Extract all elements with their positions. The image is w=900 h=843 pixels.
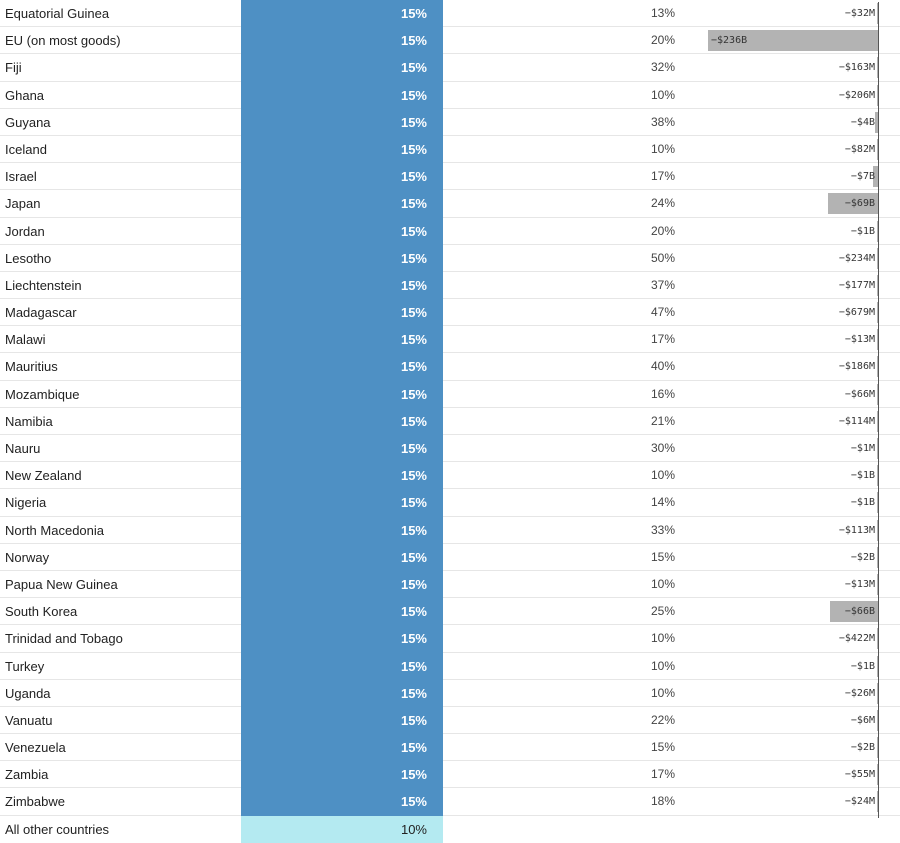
new-tariff-rate: 15% — [241, 598, 443, 625]
impact-label: −$13M — [844, 334, 875, 346]
previous-rate: 10% — [650, 87, 675, 102]
impact-label: −$66B — [844, 606, 875, 618]
table-row — [0, 544, 900, 571]
impact-label: −$2B — [850, 742, 875, 754]
country-name: Fiji — [5, 60, 22, 76]
impact-label: −$55M — [844, 769, 875, 781]
impact-label: −$82M — [844, 143, 875, 155]
country-name: Malawi — [5, 332, 46, 348]
new-tariff-rate: 15% — [241, 82, 443, 109]
country-name: South Korea — [5, 604, 78, 620]
country-name: New Zealand — [5, 468, 82, 484]
previous-rate: 10% — [650, 576, 675, 591]
country-name: Jordan — [5, 223, 45, 239]
impact-label: −$113M — [838, 524, 875, 536]
previous-rate: 30% — [650, 441, 675, 455]
new-tariff-rate: 15% — [241, 788, 443, 815]
previous-rate: 18% — [650, 794, 675, 809]
previous-rate: 38% — [650, 114, 675, 129]
new-tariff-rate: 15% — [241, 0, 443, 27]
impact-label: −$1B — [850, 470, 875, 482]
table-row — [0, 462, 900, 489]
impact-label: −$177M — [838, 279, 875, 291]
impact-label: −$163M — [838, 62, 875, 74]
country-name: Iceland — [5, 141, 47, 157]
impact-label: −$234M — [838, 252, 875, 264]
table-row — [0, 136, 900, 163]
previous-rate: 21% — [650, 413, 675, 428]
table-row — [0, 408, 900, 435]
impact-label: −$7B — [850, 171, 875, 183]
table-row — [0, 326, 900, 353]
country-name: Trinidad and Tobago — [5, 631, 123, 647]
country-name: Namibia — [5, 413, 53, 429]
previous-rate: 15% — [650, 740, 675, 755]
previous-rate: 50% — [650, 250, 675, 265]
table-row — [0, 816, 900, 843]
table-row — [0, 598, 900, 625]
new-tariff-rate: 15% — [241, 707, 443, 734]
previous-rate: 32% — [650, 60, 675, 75]
new-tariff-rate: 15% — [241, 462, 443, 489]
table-row — [0, 653, 900, 680]
previous-rate: 10% — [650, 141, 675, 156]
country-name: Vanuatu — [5, 712, 53, 728]
country-name: North Macedonia — [5, 522, 104, 538]
impact-label: −$26M — [844, 687, 875, 699]
previous-rate: 20% — [650, 33, 675, 48]
table-row — [0, 109, 900, 136]
new-tariff-rate: 15% — [241, 381, 443, 408]
table-row — [0, 571, 900, 598]
previous-rate: 17% — [650, 169, 675, 184]
country-name: All other countries — [5, 821, 110, 837]
table-row — [0, 761, 900, 788]
country-name: Liechtenstein — [5, 277, 82, 293]
impact-label: −$4B — [850, 116, 875, 128]
country-name: Norway — [5, 549, 50, 565]
previous-rate: 17% — [650, 332, 675, 347]
previous-rate: 15% — [650, 549, 675, 564]
new-tariff-rate: 15% — [241, 163, 443, 190]
new-tariff-rate: 15% — [241, 190, 443, 217]
impact-label: −$24M — [844, 796, 875, 808]
country-name: Uganda — [5, 685, 51, 701]
country-name: Mauritius — [5, 359, 58, 375]
previous-rate: 47% — [650, 305, 675, 320]
country-name: Israel — [5, 169, 37, 185]
country-name: Zambia — [5, 767, 49, 783]
impact-label: −$13M — [844, 578, 875, 590]
new-tariff-rate: 15% — [241, 680, 443, 707]
country-name: Venezuela — [5, 740, 66, 756]
country-name: Nauru — [5, 441, 41, 456]
country-name: Papua New Guinea — [5, 576, 118, 592]
new-tariff-rate: 10% — [241, 816, 443, 843]
table-row — [0, 489, 900, 516]
table-row — [0, 163, 900, 190]
previous-rate: 24% — [650, 196, 675, 211]
new-tariff-rate: 15% — [241, 653, 443, 680]
previous-rate: 25% — [650, 604, 675, 619]
new-tariff-rate: 15% — [241, 761, 443, 788]
new-tariff-rate: 15% — [241, 272, 443, 299]
country-name: Guyana — [5, 114, 51, 130]
previous-rate: 40% — [650, 359, 675, 374]
previous-rate: 10% — [650, 468, 675, 483]
country-name: Mozambique — [5, 386, 80, 402]
impact-label: −$66M — [844, 388, 875, 400]
table-row — [0, 27, 900, 54]
new-tariff-rate: 15% — [241, 136, 443, 163]
new-tariff-rate: 15% — [241, 299, 443, 326]
impact-label: −$1B — [850, 497, 875, 509]
country-name: Nigeria — [5, 495, 47, 511]
table-row — [0, 734, 900, 761]
previous-rate: 17% — [650, 767, 675, 782]
table-row — [0, 353, 900, 380]
previous-rate: 10% — [650, 685, 675, 700]
impact-label: −$1B — [850, 660, 875, 672]
country-name: Ghana — [5, 87, 45, 103]
new-tariff-rate: 15% — [241, 218, 443, 245]
country-name: Equatorial Guinea — [5, 6, 110, 21]
impact-label: −$679M — [838, 307, 875, 319]
previous-rate: 33% — [650, 522, 675, 537]
new-tariff-rate: 15% — [241, 435, 443, 462]
new-tariff-rate: 15% — [241, 625, 443, 652]
table-row — [0, 788, 900, 815]
impact-label: −$236B — [711, 35, 748, 47]
new-tariff-rate: 15% — [241, 489, 443, 516]
previous-rate: 22% — [650, 712, 675, 727]
country-name: Turkey — [5, 658, 45, 674]
previous-rate: 14% — [650, 495, 675, 510]
table-row — [0, 272, 900, 299]
previous-rate: 13% — [650, 6, 675, 20]
impact-label: −$186M — [838, 361, 875, 373]
impact-axis-line — [878, 2, 879, 818]
new-tariff-rate: 15% — [241, 109, 443, 136]
country-name: Zimbabwe — [5, 794, 65, 810]
country-name: Japan — [5, 196, 41, 212]
impact-label: −$2B — [850, 551, 875, 563]
previous-rate: 10% — [650, 658, 675, 673]
new-tariff-rate: 15% — [241, 326, 443, 353]
new-tariff-rate: 15% — [241, 54, 443, 81]
table-row — [0, 218, 900, 245]
country-name: Madagascar — [5, 305, 77, 321]
country-name: Lesotho — [5, 250, 52, 266]
new-tariff-rate: 15% — [241, 571, 443, 598]
previous-rate: 20% — [650, 223, 675, 238]
impact-label: −$32M — [844, 8, 875, 19]
new-tariff-rate: 15% — [241, 27, 443, 54]
impact-label: −$6M — [850, 714, 875, 726]
table-row — [0, 625, 900, 652]
new-tariff-rate: 15% — [241, 353, 443, 380]
new-tariff-rate: 15% — [241, 245, 443, 272]
table-row — [0, 707, 900, 734]
impact-label: −$1M — [850, 443, 875, 454]
impact-label: −$206M — [838, 89, 875, 101]
new-tariff-rate: 15% — [241, 517, 443, 544]
table-row — [0, 245, 900, 272]
impact-label: −$69B — [844, 198, 875, 210]
impact-label: −$1B — [850, 225, 875, 237]
table-row — [0, 517, 900, 544]
table-row — [0, 435, 900, 462]
table-row — [0, 82, 900, 109]
impact-label: −$422M — [838, 633, 875, 645]
new-tariff-rate: 15% — [241, 544, 443, 571]
country-name: EU (on most goods) — [5, 33, 121, 49]
previous-rate: 37% — [650, 277, 675, 292]
table-row — [0, 680, 900, 707]
table-row — [0, 381, 900, 408]
table-row — [0, 0, 900, 27]
previous-rate: 10% — [650, 631, 675, 646]
table-row — [0, 190, 900, 217]
table-row — [0, 299, 900, 326]
previous-rate: 16% — [650, 386, 675, 401]
impact-label: −$114M — [838, 415, 875, 427]
table-row — [0, 54, 900, 81]
new-tariff-rate: 15% — [241, 408, 443, 435]
new-tariff-rate: 15% — [241, 734, 443, 761]
